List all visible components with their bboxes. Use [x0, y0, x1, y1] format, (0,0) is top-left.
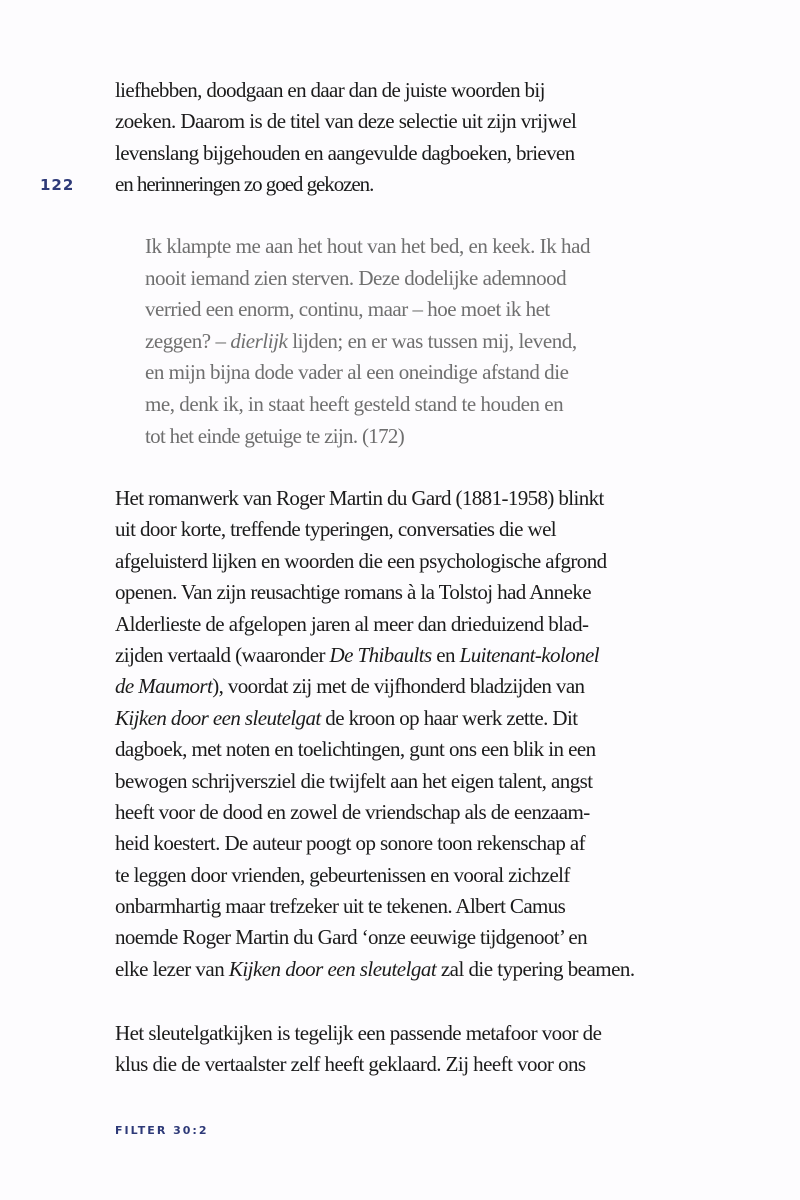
book-title: Kijken door een sleutelgat — [228, 956, 437, 981]
text-line: Het romanwerk van Roger Martin du Gard (1881-1958) blinkt — [115, 486, 604, 510]
paragraph-2 — [115, 483, 715, 985]
quote-line: nooit iemand zien sterven. Deze dodelijke ademnood — [145, 265, 567, 290]
text-line: Het sleutelgatkijken is tegelijk een passende metafoor voor de — [115, 1021, 602, 1045]
text-line — [115, 671, 715, 702]
text-line: openen. Van zijn reusachtige romans à la Tolstoj had Anneke — [115, 580, 591, 605]
text-line: heid koestert. De auteur poogt op sonore toon rekenschap af — [115, 831, 586, 856]
text-run: zal die typering beamen. — [436, 956, 635, 981]
text-line — [115, 954, 715, 985]
text-line: afgeluisterd lijken en woorden die een psychologische afgrond — [115, 548, 607, 573]
text-line: liefhebben, doodgaan en daar dan de juiste woorden bij — [115, 78, 545, 102]
paragraph-1 — [115, 75, 715, 201]
text-run: zijden vertaald (waaronder — [115, 642, 330, 667]
text-run: ), voordat zij met de vijfhonderd bladzijden van — [212, 674, 585, 699]
text-line: onbarmhartig maar trefzeker uit te tekenen. Albert Camus — [115, 894, 566, 919]
text-line: Alderlieste de afgelopen jaren al meer dan drieduizend blad- — [115, 611, 589, 636]
text-line: en herinneringen zo goed gekozen. — [115, 172, 374, 197]
book-title: de Maumort — [115, 674, 213, 699]
book-title: De Thibaults — [329, 642, 432, 667]
page-number: 122 — [40, 176, 75, 194]
quote-line: Ik klampte me aan het hout van het bed, en keek. Ik had — [145, 234, 590, 258]
text-line: zoeken. Daarom is de titel van deze selectie uit zijn vrijwel — [115, 109, 577, 134]
quote-line — [145, 326, 705, 358]
quote-line: en mijn bijna dode vader al een oneindige afstand die — [145, 360, 569, 385]
text-run: de kroon op haar werk zette. Dit — [320, 705, 578, 730]
text-line — [115, 703, 715, 734]
quote-text: zeggen? – — [145, 328, 231, 353]
text-line — [115, 640, 715, 671]
quote-text: lijden; en er was tussen mij, levend, — [287, 328, 577, 353]
text-line: levenslang bijgehouden en aangevulde dagboeken, brieven — [115, 140, 575, 165]
text-line: te leggen door vrienden, gebeurtenissen en vooral zichzelf — [115, 862, 570, 887]
quote-line: me, denk ik, in staat heeft gesteld stand te houden en — [145, 391, 564, 416]
text-line: heeft voor de dood en zowel de vriendschap als de eenzaam- — [115, 799, 590, 824]
block-quote — [145, 231, 705, 452]
book-title: Luitenant-kolonel — [459, 642, 600, 667]
quote-line: tot het einde getuige te zijn. (172) — [145, 423, 404, 448]
text-line: klus die de vertaalster zelf heeft geklaard. Zij heeft voor ons — [115, 1052, 586, 1077]
book-title: Kijken door een sleutelgat — [115, 705, 321, 730]
text-line: noemde Roger Martin du Gard ‘onze eeuwige tijdgenoot’ en — [115, 925, 587, 950]
text-line: uit door korte, treffende typeringen, conversaties die wel — [115, 517, 557, 542]
quote-line: verried een enorm, continu, maar – hoe moet ik het — [145, 297, 550, 322]
emphasis: dierlijk — [230, 328, 288, 353]
paragraph-3 — [115, 1018, 715, 1081]
text-line: dagboek, met noten en toelichtingen, gunt ons een blik in een — [115, 737, 596, 762]
text-line: bewogen schrijversziel die twijfelt aan het eigen talent, angst — [115, 768, 593, 793]
journal-footer: FILTER 30:2 — [115, 1124, 209, 1137]
text-run: en — [431, 642, 460, 667]
text-run: elke lezer van — [115, 956, 229, 981]
